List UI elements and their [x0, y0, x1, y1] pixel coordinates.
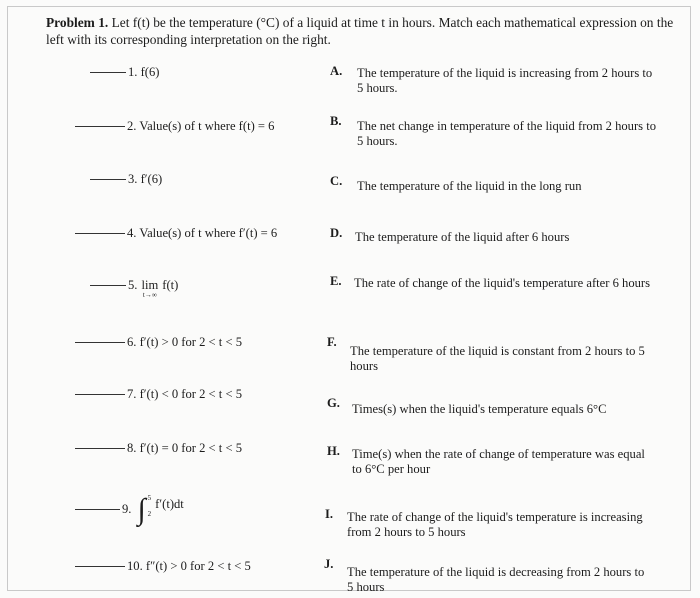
answer-blank-6[interactable] [75, 341, 125, 343]
option-letter-f: F. [327, 335, 337, 349]
problem-label: Problem 1. [46, 15, 109, 30]
option-letter-d: D. [330, 226, 343, 240]
left-item-text: 3. f′(6) [128, 172, 163, 186]
left-item-9 [75, 488, 184, 526]
answer-blank-3[interactable] [90, 178, 126, 180]
limit-expression: f(t) [162, 278, 179, 292]
left-item-8 [75, 441, 242, 456]
option-text-f: The temperature of the liquid is constant from 2 hours to 5 hours [350, 344, 645, 373]
option-text-d: The temperature of the liquid after 6 hours [355, 230, 570, 244]
option-text-h: Time(s) when the rate of change of temperature was equal to 6°C per hour [352, 447, 645, 476]
option-text-j: The temperature of the liquid is decreasing from 2 hours to 5 hours [347, 565, 645, 594]
left-item-6 [75, 335, 242, 350]
option-text-c: The temperature of the liquid in the long run [357, 179, 582, 193]
answer-blank-9[interactable] [75, 508, 120, 510]
left-item-text: 8. f′(t) = 0 for 2 < t < 5 [127, 441, 242, 455]
option-letter-h: H. [327, 444, 340, 458]
answer-blank-10[interactable] [75, 565, 125, 567]
left-item-text: 10. f″(t) > 0 for 2 < t < 5 [127, 559, 251, 573]
integral-sign: ∫ [137, 493, 146, 526]
option-text-g: Times(s) when the liquid's temperature equals 6°C [352, 402, 607, 416]
option-text-e: The rate of change of the liquid's temperature after 6 hours [354, 276, 651, 290]
option-letter-e: E. [330, 274, 342, 288]
left-item-text: 4. Value(s) of t where f′(t) = 6 [127, 226, 278, 240]
item-number: 5. [128, 278, 138, 292]
option-text-i: The rate of change of the liquid's temperature is increasing from 2 hours to 5 hours [347, 510, 643, 539]
integral-limits [148, 490, 152, 522]
limit-operator [141, 280, 158, 299]
left-item-2 [75, 119, 274, 134]
left-item-text: 1. f(6) [128, 65, 160, 79]
item-number: 9. [122, 502, 132, 516]
option-letter-b: B. [330, 114, 342, 128]
option-letter-a: A. [330, 64, 343, 78]
answer-blank-7[interactable] [75, 393, 125, 395]
integral-upper-limit: 5 [147, 494, 152, 502]
limit-subscript: t→∞ [142, 291, 157, 299]
integral-lower-limit: 2 [147, 510, 152, 518]
option-letter-j: J. [324, 557, 334, 571]
limit-word: lim [141, 278, 159, 292]
left-item-text: 6. f′(t) > 0 for 2 < t < 5 [127, 335, 242, 349]
option-letter-c: C. [330, 174, 343, 188]
option-letter-g: G. [327, 396, 340, 410]
left-item-5 [90, 278, 178, 299]
left-item-1 [90, 65, 159, 80]
integrand: f′(t)dt [155, 496, 184, 511]
option-text-a: The temperature of the liquid is increasing from 2 hours to 5 hours. [357, 66, 653, 95]
left-item-text: 2. Value(s) of t where f(t) = 6 [127, 119, 275, 133]
answer-blank-2[interactable] [75, 125, 125, 127]
left-item-3 [90, 172, 162, 187]
option-text-b: The net change in temperature of the liquid from 2 hours to 5 hours. [357, 119, 657, 148]
left-item-7 [75, 387, 242, 402]
problem-text: Let f(t) be the temperature (°C) of a liquid at time t in hours. Match each mathematical expression on the left with its corresponding interpretation on the right. [46, 15, 674, 47]
answer-blank-5[interactable] [90, 284, 126, 286]
left-item-text: 7. f′(t) < 0 for 2 < t < 5 [127, 387, 242, 401]
answer-blank-1[interactable] [90, 71, 126, 73]
left-item-10 [75, 559, 251, 574]
integral-expression [131, 488, 184, 526]
answer-blank-4[interactable] [75, 232, 125, 234]
left-item-4 [75, 226, 277, 241]
answer-blank-8[interactable] [75, 447, 125, 449]
option-letter-i: I. [325, 507, 334, 521]
problem-statement [46, 14, 686, 48]
